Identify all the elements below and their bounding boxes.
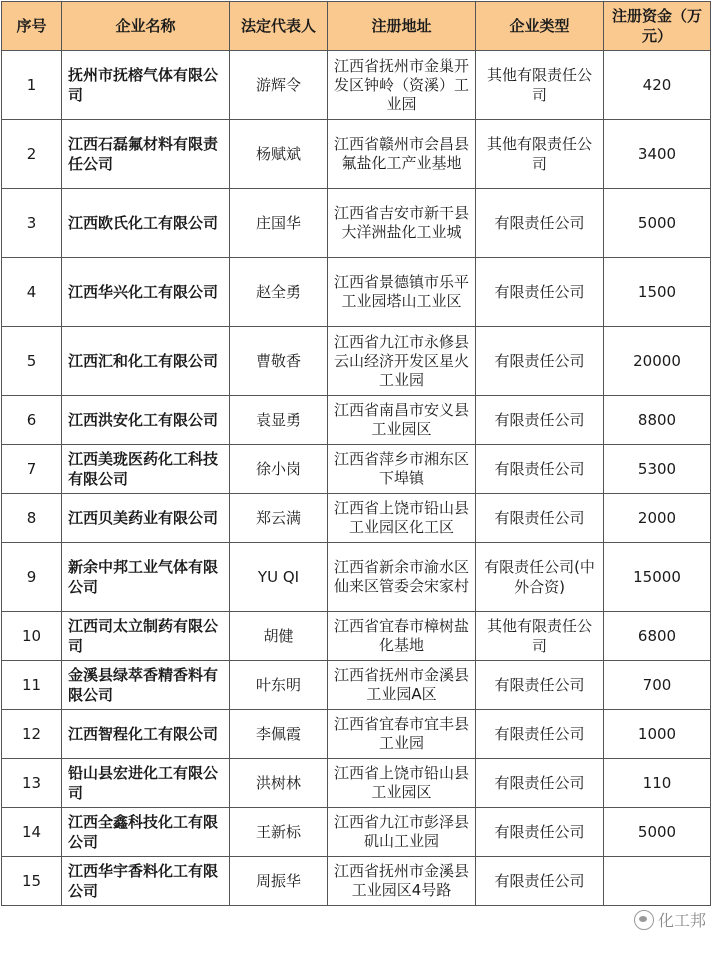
cell-address: 江西省九江市彭泽县矶山工业园	[328, 808, 476, 857]
cell-capital: 5300	[604, 445, 711, 494]
table-row	[2, 327, 711, 396]
table-row	[2, 612, 711, 661]
cell-address: 江西省萍乡市湘东区下埠镇	[328, 445, 476, 494]
cell-rep: 庄国华	[230, 189, 328, 258]
table-row	[2, 258, 711, 327]
cell-type: 有限责任公司	[476, 710, 604, 759]
cell-capital: 5000	[604, 189, 711, 258]
cell-type: 有限责任公司(中外合资)	[476, 543, 604, 612]
cell-address: 江西省吉安市新干县大洋洲盐化工业城	[328, 189, 476, 258]
header-capital: 注册资金（万元）	[604, 2, 711, 51]
cell-rep: 曹敬香	[230, 327, 328, 396]
cell-address: 江西省景德镇市乐平工业园塔山工业区	[328, 258, 476, 327]
cell-capital: 3400	[604, 120, 711, 189]
cell-address: 江西省抚州市金溪县工业园A区	[328, 661, 476, 710]
cell-address: 江西省上饶市铅山县工业园区化工区	[328, 494, 476, 543]
table-row	[2, 710, 711, 759]
cell-address: 江西省赣州市会昌县氟盐化工产业基地	[328, 120, 476, 189]
cell-type: 有限责任公司	[476, 661, 604, 710]
cell-type: 有限责任公司	[476, 445, 604, 494]
cell-index: 2	[2, 120, 62, 189]
cell-name: 江西汇和化工有限公司	[62, 327, 230, 396]
cell-name: 江西华兴化工有限公司	[62, 258, 230, 327]
cell-rep: 周振华	[230, 857, 328, 906]
header-row	[2, 2, 711, 51]
cell-rep: 徐小岗	[230, 445, 328, 494]
table-row	[2, 759, 711, 808]
table-row	[2, 661, 711, 710]
table-row	[2, 808, 711, 857]
cell-rep: 袁显勇	[230, 396, 328, 445]
cell-type: 有限责任公司	[476, 189, 604, 258]
cell-rep: 李佩霞	[230, 710, 328, 759]
cell-capital: 8800	[604, 396, 711, 445]
cell-name: 抚州市抚榕气体有限公司	[62, 51, 230, 120]
cell-type: 有限责任公司	[476, 759, 604, 808]
cell-index: 9	[2, 543, 62, 612]
cell-type: 有限责任公司	[476, 857, 604, 906]
cell-type: 有限责任公司	[476, 494, 604, 543]
cell-rep: 胡健	[230, 612, 328, 661]
cell-capital: 6800	[604, 612, 711, 661]
cell-name: 江西智程化工有限公司	[62, 710, 230, 759]
header-address: 注册地址	[328, 2, 476, 51]
cell-name: 江西华宇香料化工有限公司	[62, 857, 230, 906]
cell-address: 江西省上饶市铅山县工业园区	[328, 759, 476, 808]
cell-name: 江西美珑医药化工科技有限公司	[62, 445, 230, 494]
cell-index: 5	[2, 327, 62, 396]
cell-capital: 1000	[604, 710, 711, 759]
cell-capital: 20000	[604, 327, 711, 396]
table-row	[2, 543, 711, 612]
cell-name: 铅山县宏进化工有限公司	[62, 759, 230, 808]
cell-address: 江西省宜春市樟树盐化基地	[328, 612, 476, 661]
cell-capital: 420	[604, 51, 711, 120]
table-row	[2, 445, 711, 494]
cell-index: 11	[2, 661, 62, 710]
header-type: 企业类型	[476, 2, 604, 51]
cell-address: 江西省抚州市金巢开发区钟岭（资溪）工业园	[328, 51, 476, 120]
cell-capital: 15000	[604, 543, 711, 612]
cell-index: 8	[2, 494, 62, 543]
cell-name: 新余中邦工业气体有限公司	[62, 543, 230, 612]
cell-rep: 游辉令	[230, 51, 328, 120]
header-name: 企业名称	[62, 2, 230, 51]
cell-capital: 2000	[604, 494, 711, 543]
cell-capital: 700	[604, 661, 711, 710]
cell-index: 13	[2, 759, 62, 808]
cell-name: 江西欧氏化工有限公司	[62, 189, 230, 258]
cell-name: 江西贝美药业有限公司	[62, 494, 230, 543]
watermark	[634, 908, 706, 931]
table-row	[2, 51, 711, 120]
cell-type: 有限责任公司	[476, 327, 604, 396]
cell-rep: 杨赋斌	[230, 120, 328, 189]
table-row	[2, 189, 711, 258]
cell-rep: 郑云满	[230, 494, 328, 543]
cell-address: 江西省九江市永修县云山经济开发区星火工业园	[328, 327, 476, 396]
cell-address: 江西省南昌市安义县工业园区	[328, 396, 476, 445]
cell-capital: 5000	[604, 808, 711, 857]
cell-capital: 1500	[604, 258, 711, 327]
wechat-icon	[634, 910, 654, 930]
cell-rep: 赵全勇	[230, 258, 328, 327]
cell-capital	[604, 857, 711, 906]
cell-address: 江西省新余市渝水区仙来区管委会宋家村	[328, 543, 476, 612]
cell-capital: 110	[604, 759, 711, 808]
cell-index: 7	[2, 445, 62, 494]
cell-index: 3	[2, 189, 62, 258]
enterprise-table	[1, 1, 711, 906]
cell-rep: 叶东明	[230, 661, 328, 710]
header-index: 序号	[2, 2, 62, 51]
cell-rep: 洪树林	[230, 759, 328, 808]
cell-type: 有限责任公司	[476, 396, 604, 445]
cell-index: 6	[2, 396, 62, 445]
cell-type: 其他有限责任公司	[476, 612, 604, 661]
cell-name: 金溪县绿萃香精香料有限公司	[62, 661, 230, 710]
cell-index: 1	[2, 51, 62, 120]
cell-type: 有限责任公司	[476, 808, 604, 857]
table-row	[2, 396, 711, 445]
header-rep: 法定代表人	[230, 2, 328, 51]
cell-type: 有限责任公司	[476, 258, 604, 327]
cell-address: 江西省宜春市宜丰县工业园	[328, 710, 476, 759]
table-row	[2, 120, 711, 189]
cell-name: 江西洪安化工有限公司	[62, 396, 230, 445]
cell-rep: YU QI	[230, 543, 328, 612]
cell-index: 4	[2, 258, 62, 327]
cell-name: 江西石磊氟材料有限责任公司	[62, 120, 230, 189]
cell-type: 其他有限责任公司	[476, 120, 604, 189]
cell-index: 12	[2, 710, 62, 759]
cell-name: 江西全鑫科技化工有限公司	[62, 808, 230, 857]
cell-index: 10	[2, 612, 62, 661]
cell-rep: 王新标	[230, 808, 328, 857]
cell-index: 14	[2, 808, 62, 857]
cell-address: 江西省抚州市金溪县工业园区4号路	[328, 857, 476, 906]
watermark-text: 化工邦	[657, 911, 706, 930]
cell-name: 江西司太立制药有限公司	[62, 612, 230, 661]
cell-type: 其他有限责任公司	[476, 51, 604, 120]
cell-index: 15	[2, 857, 62, 906]
table-row	[2, 494, 711, 543]
table-row	[2, 857, 711, 906]
